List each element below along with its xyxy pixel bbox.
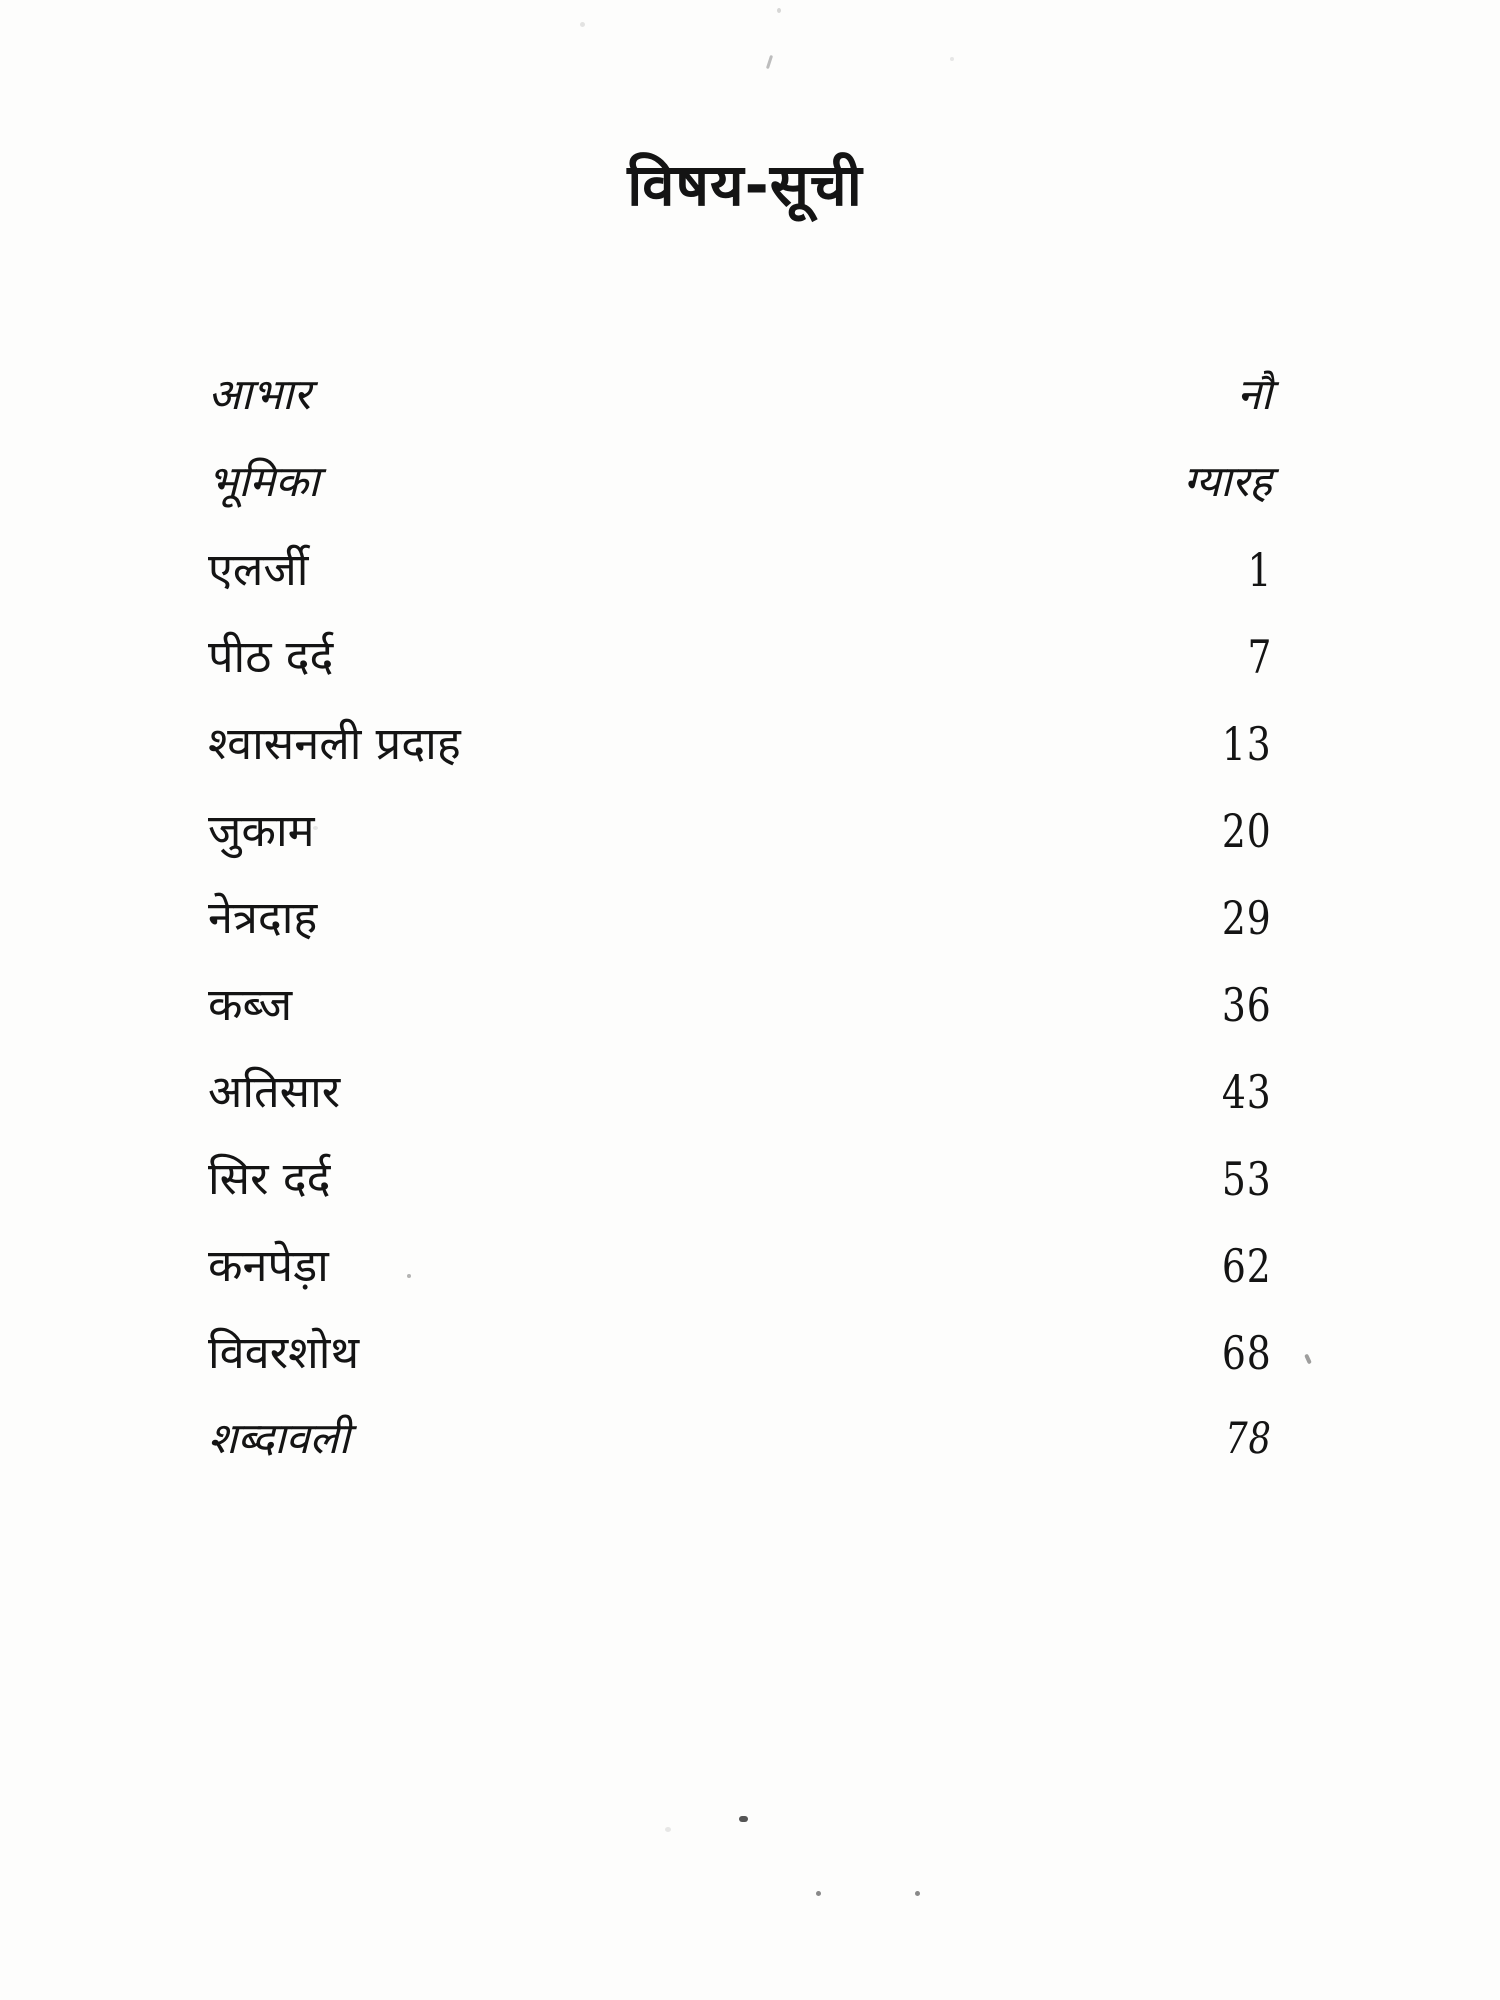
toc-entry-label: एलर्जी	[208, 543, 309, 596]
toc-entry	[208, 961, 1272, 1048]
toc-entry-page: 36	[1222, 977, 1272, 1032]
scan-artifact	[777, 8, 781, 13]
scan-artifact	[580, 22, 585, 27]
scan-artifact	[1304, 1354, 1312, 1365]
toc-entry-page: ग्यारह	[1183, 457, 1272, 507]
toc-entry-label: कब्ज	[208, 978, 293, 1031]
toc-entry-label: जुकाम	[208, 804, 315, 857]
toc-entry	[208, 1222, 1272, 1309]
toc-entry-label: पीठ दर्द	[208, 630, 334, 683]
toc-entry	[208, 700, 1272, 787]
toc-entry-page: 1	[1247, 542, 1272, 597]
scan-artifact	[739, 1816, 748, 1822]
toc-entry-page: 43	[1222, 1064, 1272, 1119]
toc-entry-label: आभार	[208, 370, 311, 420]
toc-entry-page: 68	[1222, 1325, 1272, 1380]
toc-entry-page: 53	[1222, 1151, 1272, 1206]
scan-artifact	[915, 1891, 920, 1896]
toc-entry-label: भूमिका	[208, 457, 320, 507]
toc-entry-label: अतिसार	[208, 1065, 341, 1118]
toc-entry	[208, 787, 1272, 874]
toc-entry-page: 13	[1222, 716, 1272, 771]
toc-entry-page: 7	[1247, 629, 1272, 684]
toc-entry	[208, 874, 1272, 961]
scan-artifact	[665, 1827, 671, 1832]
toc-entry-page: 29	[1222, 890, 1272, 945]
scan-artifact	[950, 57, 954, 61]
scan-artifact	[313, 826, 318, 830]
toc-entry-page: 78	[1225, 1414, 1272, 1464]
toc-entry	[208, 1309, 1272, 1396]
toc-entry-label: श्वासनली प्रदाह	[208, 717, 461, 770]
toc-entry	[208, 613, 1272, 700]
toc-entry	[208, 439, 1272, 526]
toc-entry	[208, 1396, 1272, 1483]
toc-list	[208, 352, 1272, 1483]
toc-entry	[208, 1048, 1272, 1135]
toc-entry-label: विवरशोथ	[208, 1326, 360, 1379]
scan-artifact	[407, 1274, 411, 1278]
toc-entry	[208, 1135, 1272, 1222]
toc-entry-page: नौ	[1236, 370, 1272, 420]
toc-entry-label: नेत्रदाह	[208, 891, 318, 944]
toc-entry	[208, 526, 1272, 613]
toc-entry	[208, 352, 1272, 439]
toc-entry-page: 62	[1222, 1238, 1272, 1293]
toc-entry-label: कनपेड़ा	[208, 1239, 329, 1292]
toc-entry-label: शब्दावली	[208, 1414, 350, 1464]
toc-entry-label: सिर दर्द	[208, 1152, 331, 1205]
scan-artifact	[816, 1891, 821, 1896]
page-title: विषय-सूची	[627, 151, 863, 219]
scan-artifact	[766, 55, 773, 69]
toc-entry-page: 20	[1222, 803, 1272, 858]
